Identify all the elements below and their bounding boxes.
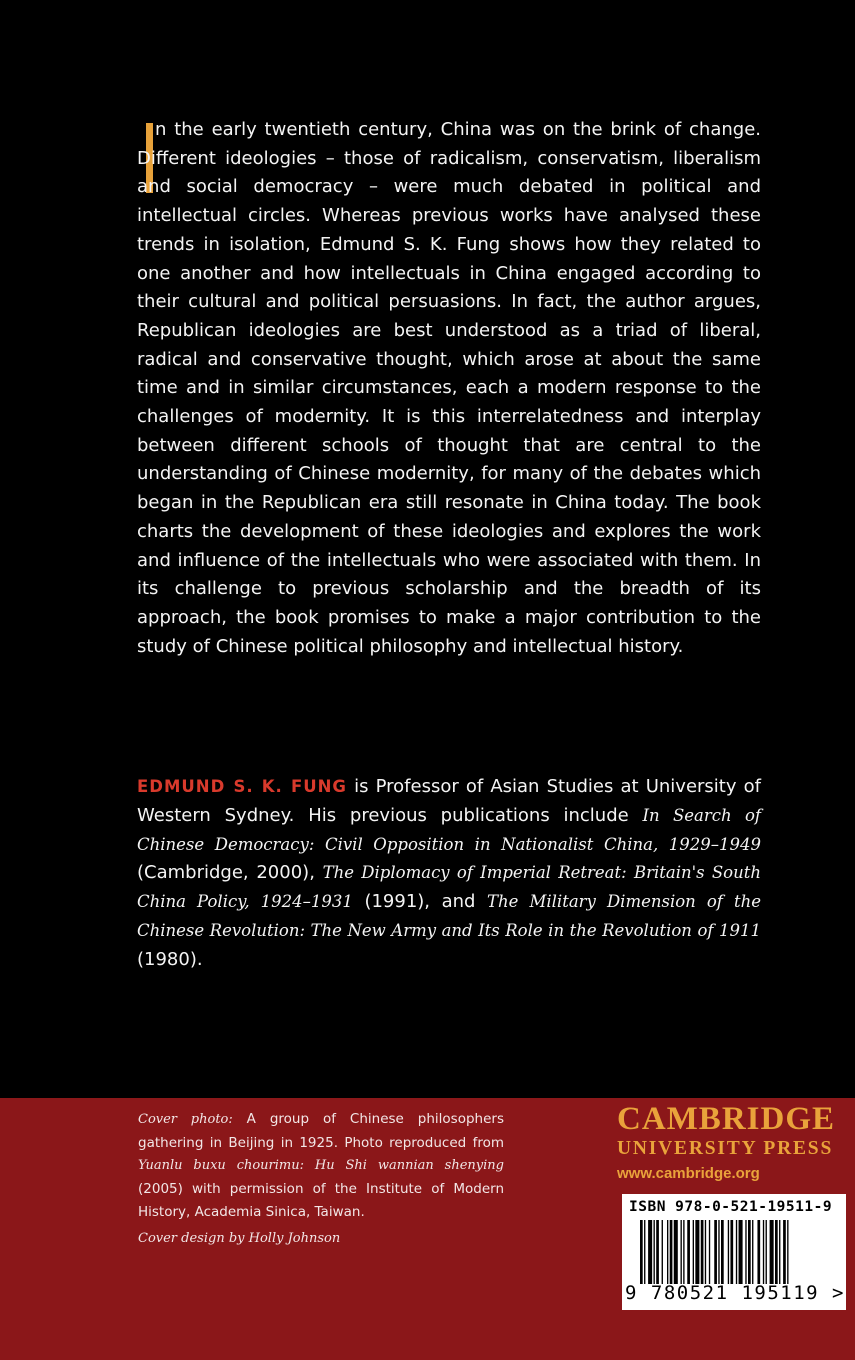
barcode-stripe xyxy=(644,1220,645,1284)
author-book-3: The Military Dimension of the Chinese Revolution: The New Army and Its Role in the Revolution of 1911 xyxy=(137,892,761,940)
barcode-stripe xyxy=(701,1220,704,1284)
barcode-stripe xyxy=(687,1220,690,1284)
barcode-stripe xyxy=(718,1220,719,1284)
isbn-label: ISBN 978-0-521-19511-9 xyxy=(629,1199,833,1215)
barcode-stripe xyxy=(783,1220,786,1284)
barcode-stripe xyxy=(674,1220,678,1284)
author-bio xyxy=(137,773,761,975)
barcode-stripe xyxy=(748,1220,751,1284)
barcode-stripe xyxy=(656,1220,659,1284)
barcode-stripe xyxy=(736,1220,737,1284)
barcode-stripe xyxy=(714,1220,717,1284)
author-bio-text-4: (1980). xyxy=(137,948,203,970)
publisher-url: www.cambridge.org xyxy=(617,1165,760,1182)
barcode-digits: 9 780521 195119 > xyxy=(625,1282,845,1304)
barcode-stripe xyxy=(709,1220,710,1284)
barcode-stripe xyxy=(670,1220,673,1284)
barcode-stripe xyxy=(739,1220,743,1284)
barcode-stripe xyxy=(745,1220,746,1284)
barcode-stripe xyxy=(787,1220,788,1284)
barcode-stripe xyxy=(721,1220,724,1284)
isbn-barcode xyxy=(622,1194,846,1310)
barcode-stripe xyxy=(757,1220,760,1284)
cover-photo-credit xyxy=(138,1108,504,1224)
barcode-stripe xyxy=(763,1220,764,1284)
barcode-stripe xyxy=(779,1220,780,1284)
author-book-2: The Diplomacy of Imperial Retreat: Britain's South China Policy, 1924–1931 xyxy=(137,863,761,912)
cover-design-credit: Cover design by Holly Johnson xyxy=(138,1231,341,1246)
credit-source: Yuanlu buxu chourimu: Hu Shi wannian shenying xyxy=(138,1158,504,1174)
barcode-stripe xyxy=(693,1220,694,1284)
barcode-stripe xyxy=(728,1220,729,1284)
blurb-text: n the early twentieth century, China was on the brink of change. Different ideologies – those of radicalism, conservatism, liberalism and social democracy – were much debated in political and intellectual circles. Whereas previous works have analysed these trends in isolation, Edmund S. K. Fung shows how they related to one another and how intellectuals in China engaged according to their cultural and political persuasions. In fact, the author argues, Republican ideologies are best understood as a triad of liberal, radical and conservative thought, which arose at about the same time and in similar circumstances, each a modern response to the challenges of modernity. It is this interrelatedness and interplay between different schools of thought that are central to the understanding of Chinese modernity, for many of the debates which began in the Republican era still resonate in China today. The book charts the development of these ideologies and explores the work and influence of the intellectuals who were associated with them. In its challenge to previous scholarship and the breadth of its approach, the book promises to make a major contribution to the study of Chinese political philosophy and intellectual history. xyxy=(137,119,761,657)
barcode-stripe xyxy=(775,1220,778,1284)
barcode-bars xyxy=(640,1220,836,1284)
barcode-stripe xyxy=(730,1220,733,1284)
publisher-logo xyxy=(617,1101,853,1185)
author-book-1: In Search of Chinese Democracy: Civil Opposition in Nationalist China, 1929–1949 xyxy=(137,805,761,854)
barcode-stripe xyxy=(662,1220,663,1284)
barcode-stripe xyxy=(654,1220,655,1284)
barcode-stripe xyxy=(705,1220,706,1284)
barcode-stripe xyxy=(648,1220,652,1284)
barcode-stripe xyxy=(752,1220,753,1284)
author-bio-text-3: (1991), and xyxy=(352,891,487,913)
barcode-stripe xyxy=(681,1220,682,1284)
author-bio-text-1: is Professor of Asian Studies at University of Western Sydney. His previous publications include xyxy=(137,776,761,826)
barcode-stripe xyxy=(640,1220,643,1284)
barcode-stripe xyxy=(770,1220,774,1284)
blurb xyxy=(137,116,761,661)
barcode-stripe xyxy=(766,1220,767,1284)
credit-text-1: A group of Chinese philosophers gathering in Beijing in 1925. Photo reproduced from xyxy=(138,1111,504,1151)
credit-text-2: (2005) with permission of the Institute of Modern History, Academia Sinica, Taiwan. xyxy=(138,1181,504,1220)
publisher-subtitle: UNIVERSITY PRESS xyxy=(617,1138,834,1159)
author-name: EDMUND S. K. FUNG xyxy=(137,777,347,796)
barcode-stripe xyxy=(683,1220,684,1284)
barcode-stripe xyxy=(667,1220,668,1284)
barcode-stripe xyxy=(695,1220,699,1284)
credit-label: Cover photo: xyxy=(138,1112,233,1127)
author-bio-text-2: (Cambridge, 2000), xyxy=(137,862,323,884)
publisher-name: CAMBRIDGE xyxy=(617,1101,836,1137)
